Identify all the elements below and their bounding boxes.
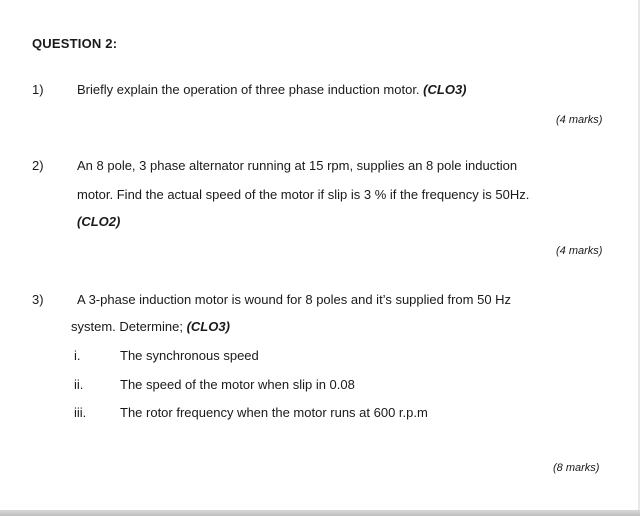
q3-line-1: A 3-phase induction motor is wound for 8 poles and it’s supplied from 50 Hz: [77, 292, 512, 307]
q3-number: 3): [32, 292, 44, 307]
q2-number: 2): [32, 158, 44, 173]
q3-item-label: iii.: [74, 405, 87, 420]
q3-item-text: The rotor frequency when the motor runs at 600 r.p.m: [120, 405, 428, 420]
q3-clo: (CLO3): [186, 319, 230, 334]
q1-marks: (4 marks): [556, 114, 603, 126]
q2-clo: (CLO2): [77, 214, 121, 229]
q3-item-text: The synchronous speed: [120, 348, 259, 363]
q3-item-label: i.: [74, 348, 81, 363]
q3-line-2: [71, 319, 230, 334]
q3-marks: (8 marks): [553, 462, 600, 474]
q2-line-1: An 8 pole, 3 phase alternator running at 15 rpm, supplies an 8 pole induction: [77, 158, 518, 173]
q2-line-2: motor. Find the actual speed of the motor if slip is 3 % if the frequency is 50Hz.: [77, 187, 530, 202]
q3-line-2-text: system. Determine;: [71, 319, 187, 334]
q3-item-label: ii.: [74, 377, 84, 392]
question-title: QUESTION 2:: [32, 36, 118, 51]
bottom-border: [0, 510, 640, 516]
q2-marks: (4 marks): [556, 245, 603, 257]
q1-text: Briefly explain the operation of three phase induction motor.: [77, 82, 424, 97]
q1-text-line: [77, 82, 467, 97]
q3-item-text: The speed of the motor when slip in 0.08: [120, 377, 355, 392]
q1-number: 1): [32, 82, 44, 97]
q1-clo: (CLO3): [423, 82, 467, 97]
